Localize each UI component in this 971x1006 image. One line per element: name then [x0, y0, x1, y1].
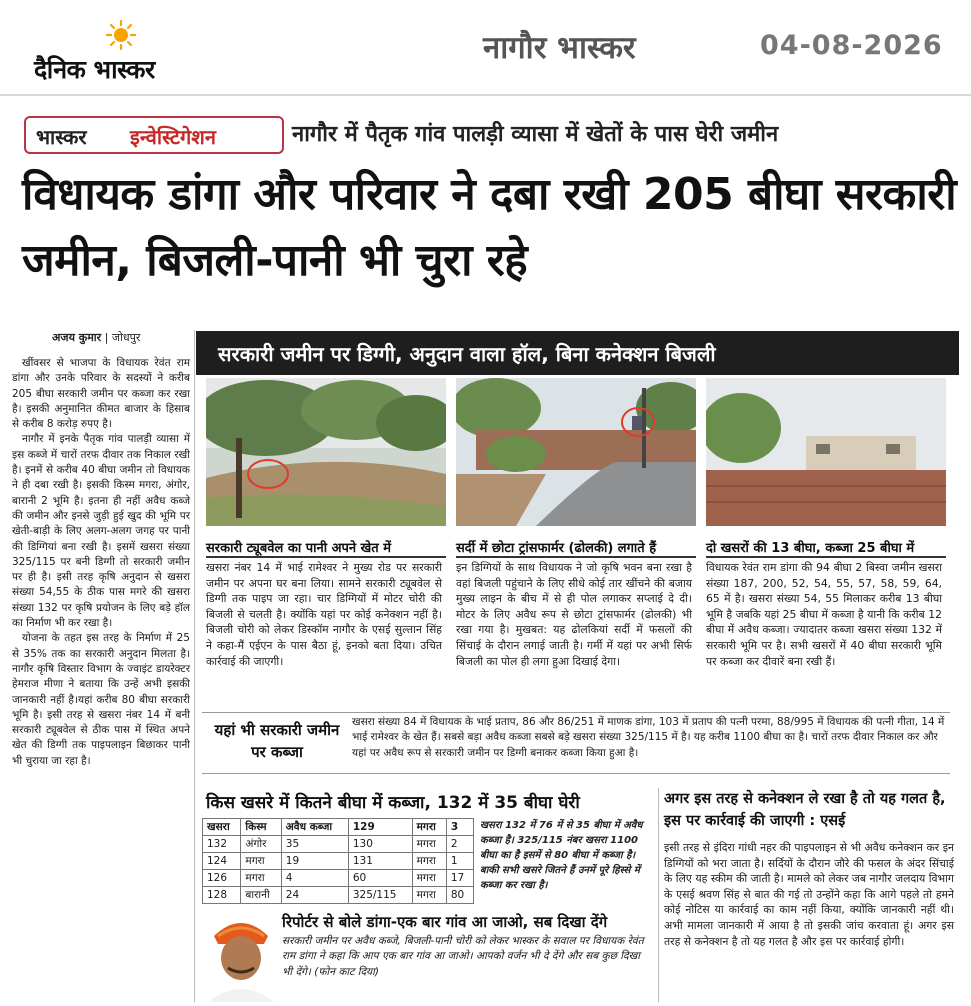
- photo-wall: [706, 378, 946, 526]
- table-cell: 132: [203, 836, 241, 853]
- table-cell: 4: [281, 870, 348, 887]
- ownership-box: [202, 712, 950, 774]
- adjacent-column-edge: [0, 340, 6, 1000]
- table-cell: अंगोर: [241, 836, 281, 853]
- table-row: [203, 836, 474, 853]
- logo-text: दैनिक भास्कर: [34, 55, 155, 84]
- byline: [52, 330, 140, 345]
- photo-body-text: खसरा नंबर 14 में भाई रामेश्वर ने मुख्य रोड पर सरकारी जमीन पर अपना घर बना लिया। सामने सरकारी ट्यूबवेल से डिग्गी तक पाइप जा रहा। चार डिग्गियों में मोटर चोरी की बिजली से चलती है। क्योंकि यहां पर कोई कनेक्शन नहीं है। बिजली चोरी को लेकर डिस्कॉम नागौर के एसई सुल्तान सिंह ने कहा-मैं एईएन के पास बैठा हूं, इनको बता दिया। उचित कार्रवाई की जाएगी।: [206, 561, 442, 668]
- banner-text: सरकारी जमीन पर डिग्गी, अनुदान वाला हॉल, बिना कनेक्शन बिजली: [218, 342, 716, 366]
- table-cell: 126: [203, 870, 241, 887]
- table-row: [203, 887, 474, 904]
- right-column-title: अगर इस तरह से कनेक्शन ले रखा है तो यह गलत है, इस पर कार्रवाई की जाएगी : एसई: [664, 791, 946, 829]
- table-cell: 19: [281, 853, 348, 870]
- left-paragraph: योजना के तहत इस तरह के निर्माण में 25 से 35% तक का सरकारी अनुदान मिलता है। नागौर कृषि विस्तार विभाग के ज्वाइंट डायरेक्टर हेमराज मीणा ने बताया कि उन्हें अभी इसकी जानकारी नहीं है।यहां करीब 80 बीघा सरकारी भूमि है। इसी तरह से खसरा नंबर 14 में बनी सरकारी ट्यूबवेल से ठीक पास में स्थित अपने खेत की डिग्गी तक पाइपलाइन बिछाकर पानी भी चुराया जा रहा है।: [12, 632, 190, 767]
- table-cell: बारानी: [241, 887, 281, 904]
- table-header-cell: खसरा: [203, 819, 241, 836]
- table-title: किस खसरे में कितने बीघा में कब्जा, 132 में 35 बीघा घेरी: [206, 793, 580, 813]
- caption-rule: [706, 556, 946, 558]
- investigation-tag: [24, 116, 284, 154]
- table-cell: 130: [348, 836, 412, 853]
- table-header-cell: मगरा: [412, 819, 446, 836]
- section-banner: [196, 331, 959, 375]
- photo-body-text: विधायक रेवंत राम डांगा की 94 बीघा 2 बिस्वा जमीन खसरा संख्या 187, 200, 52, 54, 55, 57, 58, 59, 64, 65 में है। खसरा संख्या 54, 55 मिलाकर करीब 13 बीघा भूमि है जबकि यहां 25 बीघा में कब्जा है यानी कि करीब 12 बीघा में अवैध कब्जा। ज्यादातर कब्जा खसरा संख्या 132 में सरकारी भूमि पर है। सभी खसरों में 40 बीघा सरकारी भूमि पर कब्जा कर दीवारें बना रखी हैं।: [706, 561, 942, 668]
- table-cell: 128: [203, 887, 241, 904]
- table-row: [203, 870, 474, 887]
- mla-portrait: [204, 906, 278, 1002]
- masthead: [0, 0, 971, 96]
- photo-caption: सर्दी में छोटा ट्रांसफार्मर (ढोलकी) लगाते हैं: [456, 541, 657, 556]
- table-cell: मगरा: [412, 870, 446, 887]
- table-cell: 325/115: [348, 887, 412, 904]
- table-cell: 131: [348, 853, 412, 870]
- ownership-title: यहां भी सरकारी जमीन पर कब्जा: [214, 721, 340, 761]
- right-column-text: इसी तरह से इंदिरा गांधी नहर की पाइपलाइन से भी अवैध कनेक्शन कर इन डिग्गियों को भरा जाता है। सर्दियों के दौरान जौरे की फसल के अंदर सिंचाई के लिए यह स्कीम की जाती है। मामले को लेकर जब नागौर जलदाय विभाग के एसई श्रवण सिंह से बात की गई तो उन्होंने कहा कि आगे पहले तो हमने कोई नोटिस या कार्रवाई का काम नहीं किया, क्योंकि जानकारी नहीं थी। अभी मामला जानकारी में आया है तो इसकी जांच करवाता हूं। अगर इस तरह से कनेक्शन है तो यह गलत है और इस पर कार्रवाई होगी।: [664, 841, 954, 948]
- table-cell: मगरा: [412, 853, 446, 870]
- table-cell: मगरा: [412, 836, 446, 853]
- table-cell: 124: [203, 853, 241, 870]
- headline: विधायक डांगा और परिवार ने दबा रखी 205 बीघा सरकारी जमीन, बिजली-पानी भी चुरा रहे: [22, 169, 957, 286]
- table-cell: 60: [348, 870, 412, 887]
- ownership-text: खसरा संख्या 84 में विधायक के भाई प्रताप, 86 और 86/251 में माणक डांगा, 103 में प्रताप की पत्नी परमा, 88/995 में विधायक की पत्नी गीता, 14 में भाई रामेश्वर के खेत हैं। सबसे बड़ा अवैध कब्जा सबसे बड़े खसरा संख्या 325/115 में है। यह करीब 1100 बीघा का है। चारों तरफ दीवार निकाल कर और यहां पर अवैध रूप से सरकारी जमीन पर डिग्गी बनाकर कब्जा किया हुआ है।: [352, 716, 945, 759]
- table-header-row: [203, 819, 474, 836]
- table-cell: मगरा: [241, 870, 281, 887]
- table-header-cell: 3: [446, 819, 473, 836]
- photo-caption: दो खसरों की 13 बीघा, कब्जा 25 बीघा में: [706, 541, 915, 556]
- photo-caption: सरकारी ट्यूबवेल का पानी अपने खेत में: [206, 541, 391, 556]
- table-cell: मगरा: [412, 887, 446, 904]
- column-divider: [658, 788, 659, 1002]
- photo-tubewell: [206, 378, 446, 526]
- table-cell: 35: [281, 836, 348, 853]
- caption-rule: [206, 556, 446, 558]
- logo[interactable]: [34, 20, 204, 84]
- table-row: [203, 853, 474, 870]
- caption-rule: [456, 556, 696, 558]
- left-paragraph: नागौर में इनके पैतृक गांव पालड़ी व्यासा में इस कब्जे में चारों तरफ दीवार तक निकाल रखी है। इनमें से करीब 40 बीघा जमीन तो विधायक ने ही दबा रखी है। इसकी किस्म मगरा, अंगोर, बारानी 2 भूमि है। इतना ही नहीं अवैध कब्जे की जमीन और इनसे जुड़ी हुई खुद की भूमि पर खेती-बाड़ी के लिए अलग-अलग जगह पर पानी की डिग्गियां बना रखी है। इसमें खसरा संख्या 325/115 पर बनी डिग्गी तो सरकारी जमीन पर ही है। इसी तरह कृषि अनुदान से खसरा संख्या 54,55 के ठीक पास मगरे की खसरा संख्या 132 पर कृषि प्रयोजन के लिए बड़े हॉल का निर्माण भी कर रखा है।: [12, 433, 190, 630]
- land-table: [202, 818, 474, 904]
- tag-brand: भास्कर: [36, 125, 87, 149]
- table-cell: मगरा: [241, 853, 281, 870]
- table-cell: 80: [446, 887, 473, 904]
- left-paragraph: खींवसर से भाजपा के विधायक रेवंत राम डांगा और उनके परिवार के सदस्यों ने करीब 205 बीघा सरकारी जमीन पर कब्जा कर रखा है। इसकी अनुमानित कीमत बाजार के हिसाब से करीब 8 करोड़ रुपए है।: [12, 357, 190, 431]
- table-cell: 24: [281, 887, 348, 904]
- left-column: [12, 356, 190, 769]
- sun-icon: [106, 20, 136, 50]
- table-cell: 2: [446, 836, 473, 853]
- photo-transformer: [456, 378, 696, 526]
- edition-name: नागौर भास्कर: [483, 30, 636, 66]
- reporter-text: सरकारी जमीन पर अवैध कब्जे, बिजली-पानी चोरी को लेकर भास्कर के सवाल पर विधायक रेवंत राम डांगा ने कहा कि आप एक बार गांव आ जाओ। आपको वर्जन भी दे देंगे और सब कुछ दिखा भी देंगे। (फोन काट दिया): [282, 935, 644, 978]
- table-cell: 1: [446, 853, 473, 870]
- table-header-cell: किस्म: [241, 819, 281, 836]
- byline-name: अजय कुमार: [52, 331, 102, 344]
- byline-place: | जोधपुर: [104, 331, 141, 344]
- kicker: नागौर में पैतृक गांव पालड़ी व्यासा में खेतों के पास घेरी जमीन: [292, 122, 779, 147]
- edition-date: 04-08-2026: [760, 30, 943, 61]
- table-header-cell: 129: [348, 819, 412, 836]
- table-header-cell: अवैध कब्जा: [281, 819, 348, 836]
- table-cell: 17: [446, 870, 473, 887]
- photo-body-text: इन डिग्गियों के साथ विधायक ने जो कृषि भवन बना रखा है वहां बिजली पहुंचाने के लिए सीधे कोई तार खींचने की बजाय मुख्य लाइन के बीच में से ही पोल लगाकर सप्लाई दे दी। मोटर के लिए अवैध रूप से छोटा ट्रांसफार्मर (ढोलकी) भी रखा गया है। मुखबत: यह ढोलकियां सर्दी में फसलों की सिंचाई के दौरान लगाई जाती है। गर्मी में यहां पर अभी सिर्फ बिजली का पोल ही लगा हुआ दिखाई देगा।: [456, 561, 692, 668]
- reporter-title: रिपोर्टर से बोले डांगा-एक बार गांव आ जाओ, सब दिखा देंगे: [282, 913, 608, 931]
- table-note: खसरा 132 में 76 में से 35 बीघा में अवैध कब्जा है। 325/115 नंबर खसरा 1100 बीघा का है इसमें से 80 बीघा में कब्जा है। बाकी सभी खसरे जितने हैं उनमें पूरे हिस्से में कब्जा कर रखा है।: [480, 820, 643, 891]
- column-divider: [194, 330, 195, 1002]
- tag-investigation: इन्वेस्टिगेशन: [130, 125, 216, 149]
